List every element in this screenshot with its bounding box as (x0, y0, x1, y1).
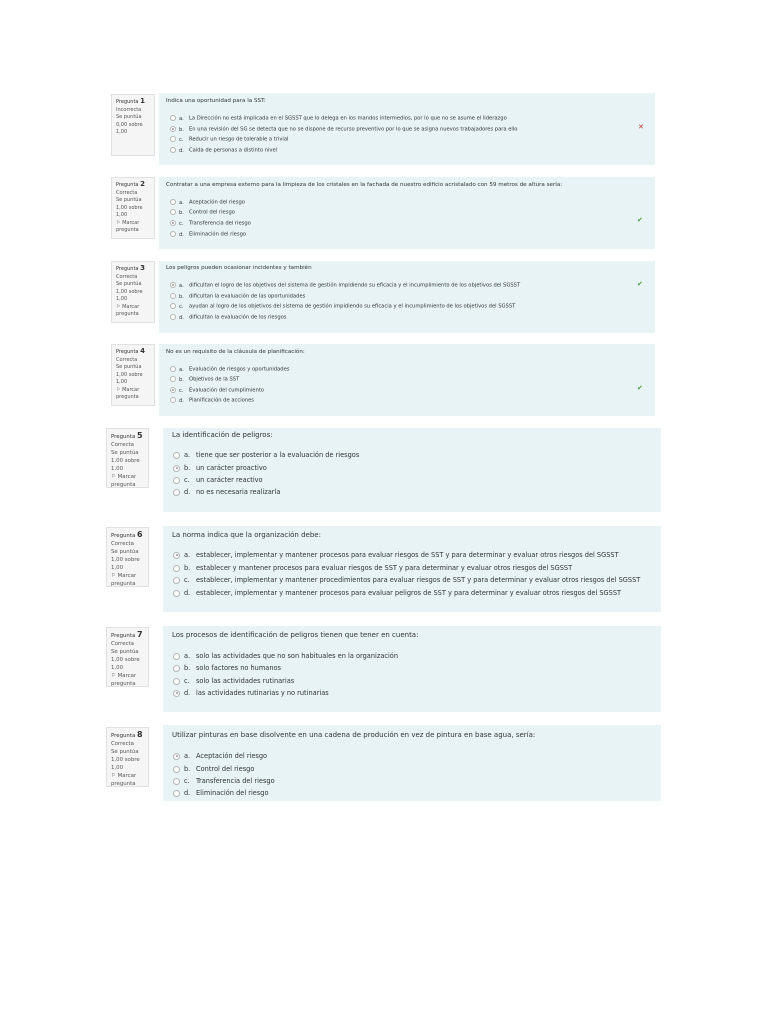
question-info (106, 428, 149, 488)
question-number: Pregunta 3 (116, 264, 145, 272)
radio-button-selected[interactable] (173, 552, 180, 559)
answer-option-a[interactable]: a. dificultan el logro de los objetivos del sistema de gestión impidiendo su eficacia y el incumplimiento de los objetivos del SGSST (170, 282, 520, 289)
radio-button[interactable] (173, 790, 180, 797)
question-state: Incorrecta (116, 106, 142, 113)
answer-option-b[interactable]: b. dificultan la evaluación de las oportunidades (170, 293, 305, 300)
question-number: Pregunta 6 (111, 530, 143, 539)
question-grade: Se puntúa 0,00 sobre 1,00 (116, 114, 143, 135)
radio-button-selected[interactable] (170, 126, 176, 132)
question-state: Correcta (111, 541, 134, 547)
answer-option-b[interactable]: b. Objetivos de la SST (170, 376, 239, 383)
correct-icon: ✔ (637, 280, 643, 288)
answer-option-a[interactable]: a. solo las actividades que no son habituales en la organización (173, 652, 398, 660)
answer-option-c[interactable]: c. Transferencia del riesgo (170, 220, 251, 227)
radio-button[interactable] (170, 376, 176, 382)
answer-option-b[interactable]: b. Control del riesgo (173, 765, 254, 773)
question-info (106, 527, 149, 587)
correct-icon: ✔ (637, 384, 643, 392)
radio-button[interactable] (170, 303, 176, 309)
question-text: Los procesos de identificación de peligros tienen que tener en cuenta: (172, 631, 419, 639)
radio-button-selected[interactable] (173, 690, 180, 697)
answer-option-c[interactable]: c. Transferencia del riesgo (173, 777, 275, 785)
question-state: Correcta (116, 356, 138, 363)
radio-button[interactable] (170, 136, 176, 142)
question-info (106, 727, 149, 787)
answer-option-d[interactable]: d. Eliminación del riesgo (173, 789, 269, 797)
answer-option-d[interactable]: d. dificultan la evaluación de los riesgos (170, 314, 287, 321)
question-state: Correcta (111, 641, 134, 647)
radio-button[interactable] (170, 147, 176, 153)
answer-option-a[interactable]: a. La Dirección no está implicada en el SGSST que lo delega en los mandos intermedios, por lo que no se asume el liderazgo (170, 115, 507, 122)
radio-button[interactable] (170, 366, 176, 372)
radio-button[interactable] (173, 565, 180, 572)
radio-button[interactable] (170, 199, 176, 205)
question-grade: Se puntúa 1,00 sobre 1,00 (111, 649, 140, 671)
radio-button-selected[interactable] (170, 387, 176, 393)
question-text: Indica una oportunidad para la SST: (166, 98, 266, 104)
answer-option-c[interactable]: c. un carácter reactivo (173, 476, 263, 484)
flag-icon: ⚐ (111, 573, 116, 579)
answer-option-a[interactable]: a. Aceptación del riesgo (170, 199, 245, 206)
answer-option-c[interactable]: c. ayudan al logro de los objetivos del sistema de gestión impidiendo su eficacia y el incumplimiento de los objetivos del SGSST (170, 303, 515, 310)
question-grade: Se puntúa 1,00 sobre 1,00 (111, 749, 140, 771)
radio-button[interactable] (173, 489, 180, 496)
radio-button[interactable] (173, 452, 180, 459)
flag-icon: ⚐ (116, 386, 121, 393)
flag-question-link[interactable]: ⚐ Marcar pregunta (116, 303, 140, 317)
answer-option-a[interactable]: a. Aceptación del riesgo (173, 752, 267, 760)
radio-button-selected[interactable] (173, 753, 180, 760)
answer-option-a[interactable]: a. tiene que ser posterior a la evaluación de riesgos (173, 451, 359, 459)
flag-question-link[interactable]: ⚐ Marcar pregunta (116, 219, 140, 233)
answer-option-c[interactable]: c. Reducir un riesgo de tolerable a trivial (170, 136, 288, 143)
answer-option-a[interactable]: a. establecer, implementar y mantener procesos para evaluar riesgos de SST y para determinar y evaluar otros riesgos del SGSST (173, 551, 619, 559)
radio-button[interactable] (173, 665, 180, 672)
flag-icon: ⚐ (111, 474, 116, 480)
question-text: Contratar a una empresa externo para la limpieza de los cristales en la fachada de nuestro edificio acristalado con 59 metros de altura sería: (166, 182, 563, 188)
question-grade: Se puntúa 1,00 sobre 1,00 (116, 197, 143, 218)
flag-icon: ⚐ (111, 673, 116, 679)
flag-question-link[interactable]: ⚐ Marcar pregunta (111, 773, 137, 787)
answer-option-b[interactable]: b. Control del riesgo (170, 209, 235, 216)
radio-button[interactable] (173, 577, 180, 584)
radio-button[interactable] (170, 209, 176, 215)
question-state: Correcta (111, 741, 134, 747)
question-text: La norma indica que la organización debe: (172, 531, 321, 539)
answer-option-b[interactable]: b. solo factores no humanos (173, 664, 281, 672)
radio-button[interactable] (170, 231, 176, 237)
radio-button[interactable] (173, 678, 180, 685)
answer-option-b[interactable]: b. En una revisión del SG se detecta que no se dispone de recurso preventivo por lo que se asigna nuevos trabajadores para ello (170, 126, 517, 133)
answer-option-d[interactable]: d. Caída de personas a distinto nivel (170, 147, 277, 154)
answer-option-d[interactable]: d. Eliminación del riesgo (170, 231, 246, 238)
question-info (111, 177, 155, 239)
flag-icon: ⚐ (116, 219, 121, 226)
question-state: Correcta (111, 442, 134, 448)
flag-icon: ⚐ (116, 303, 121, 310)
question-info (111, 261, 155, 323)
question-number: Pregunta 2 (116, 180, 145, 188)
radio-button[interactable] (173, 778, 180, 785)
radio-button[interactable] (173, 477, 180, 484)
flag-question-link[interactable]: ⚐ Marcar pregunta (116, 386, 140, 400)
answer-option-b[interactable]: b. establecer y mantener procesos para evaluar riesgos de SST y para determinar y evaluar otros riesgos del SGSST (173, 564, 572, 572)
radio-button[interactable] (170, 314, 176, 320)
flag-question-link[interactable]: ⚐ Marcar pregunta (111, 573, 137, 587)
question-grade: Se puntúa 1,00 sobre 1,00 (111, 450, 140, 472)
question-state: Correcta (116, 273, 138, 280)
answer-option-b[interactable]: b. un carácter proactivo (173, 464, 267, 472)
radio-button[interactable] (173, 653, 180, 660)
radio-button[interactable] (170, 397, 176, 403)
radio-button[interactable] (170, 115, 176, 121)
flag-icon: ⚐ (111, 773, 116, 779)
answer-option-d[interactable]: d. establecer, implementar y mantener procesos para evaluar peligros de SST y para determinar y evaluar otros riesgos del SGSST (173, 589, 621, 597)
radio-button[interactable] (170, 293, 176, 299)
question-number: Pregunta 5 (111, 431, 143, 440)
radio-button-selected[interactable] (170, 220, 176, 226)
question-number: Pregunta 8 (111, 730, 143, 739)
question-info (111, 344, 155, 406)
question-text: No es un requisito de la cláusula de planificación: (166, 349, 305, 355)
question-grade: Se puntúa 1,00 sobre 1,00 (111, 549, 140, 571)
answer-option-c[interactable]: c. Evaluación del cumplimiento (170, 387, 264, 394)
flag-question-link[interactable]: ⚐ Marcar pregunta (111, 673, 137, 687)
question-state: Correcta (116, 189, 138, 196)
answer-option-d[interactable]: d. no es necesaria realizarla (173, 488, 280, 496)
question-number: Pregunta 4 (116, 347, 145, 355)
correct-icon: ✔ (637, 216, 643, 224)
incorrect-icon: ✕ (638, 123, 644, 131)
answer-option-d[interactable]: d. las actividades rutinarias y no rutinarias (173, 689, 329, 697)
question-number: Pregunta 1 (116, 97, 145, 105)
question-info (106, 627, 149, 687)
question-number: Pregunta 7 (111, 630, 143, 639)
answer-option-d[interactable]: d. Planificación de acciones (170, 397, 254, 404)
answer-option-a[interactable]: a. Evaluación de riesgos y oportunidades (170, 366, 289, 373)
radio-button[interactable] (173, 590, 180, 597)
radio-button[interactable] (173, 766, 180, 773)
radio-button-selected[interactable] (173, 465, 180, 472)
question-grade: Se puntúa 1,00 sobre 1,00 (116, 364, 143, 385)
question-text: Los peligros pueden ocasionar incidentes y también (166, 265, 312, 271)
question-info (111, 94, 155, 156)
radio-button-selected[interactable] (170, 282, 176, 288)
question-grade: Se puntúa 1,00 sobre 1,00 (116, 281, 143, 302)
answer-option-c[interactable]: c. solo las actividades rutinarias (173, 677, 294, 685)
question-text: La identificación de peligros: (172, 431, 273, 439)
flag-question-link[interactable]: ⚐ Marcar pregunta (111, 474, 137, 488)
question-text: Utilizar pinturas en base disolvente en una cadena de produción en vez de pintura en base agua, sería: (172, 731, 536, 739)
answer-option-c[interactable]: c. establecer, implementar y mantener procedimientos para evaluar riesgos de SST y para determinar y evaluar otros riesgos del SGSST (173, 576, 640, 584)
